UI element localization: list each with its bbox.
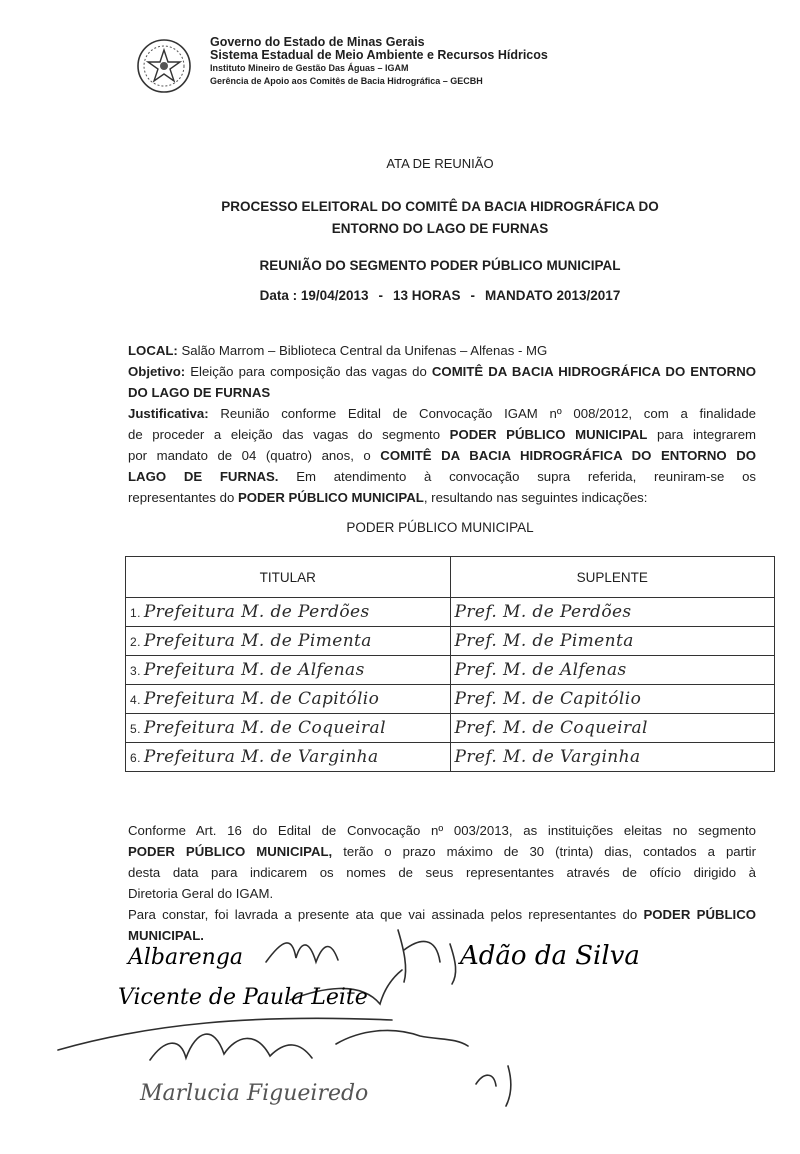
signature-vicente: Vicente de Paula Leite [118, 985, 368, 1010]
closing-paragraph [128, 904, 756, 946]
titular-cell [126, 743, 451, 772]
justification-text: representantes do [128, 490, 235, 505]
titular-cell [126, 714, 451, 743]
justification-text: de proceder a eleição das vagas do segmento [128, 427, 441, 442]
table-row [126, 714, 775, 743]
committee-name: COMITÊ DA BACIA HIDROGRÁFICA DO ENTORNO DO [380, 448, 756, 463]
deadline-text: terão o prazo máximo de 30 (trinta) dias, contados a partir [343, 844, 756, 859]
objective-text: Eleição para composição das vagas do [190, 364, 427, 379]
committee-name: LAGO DE FURNAS. [128, 469, 279, 484]
justification-text: Reunião conforme Edital de Convocação IGAM nº 008/2012, com a finalidade [220, 406, 756, 421]
letterhead [136, 34, 606, 98]
segment-name: PODER PÚBLICO MUNICIPAL. [128, 907, 756, 943]
row-number: 1. [130, 606, 141, 620]
titular-cell [126, 656, 451, 685]
local-paragraph [128, 340, 756, 361]
table-row [126, 743, 775, 772]
justification-text: , resultando nas seguintes indicações: [423, 490, 648, 505]
closing-text: Para constar, foi lavrada a presente ata que vai assinada pelos representantes do [128, 907, 638, 922]
segment-name: PODER PÚBLICO MUNICIPAL [449, 427, 648, 442]
justification-text: por mandato de 04 (quatro) anos, o [128, 448, 371, 463]
table-row [126, 685, 775, 714]
state-seal-icon [136, 38, 192, 94]
signature-stroke [476, 1066, 511, 1106]
process-title-line2: ENTORNO DO LAGO DE FURNAS [331, 221, 549, 236]
signature-adao-da-silva: Adão da Silva [460, 941, 640, 971]
letterhead-institute: Instituto Mineiro de Gestão Das Águas – IGAM [210, 63, 409, 73]
justification-text: Em atendimento à convocação supra referida, reuniram-se os [296, 469, 757, 484]
objective-label: Objetivo: [128, 364, 186, 379]
row-number: 5. [130, 722, 141, 736]
titular-cell [126, 598, 451, 627]
letterhead-management: Gerência de Apoio aos Comitês de Bacia Hidrográfica – GECBH [210, 76, 483, 86]
signature-stroke [290, 970, 402, 1004]
process-title-line1: PROCESSO ELEITORAL DO COMITÊ DA BACIA HIDROGRÁFICA DO [221, 199, 659, 214]
meeting-title: REUNIÃO DO SEGMENTO PODER PÚBLICO MUNICIPAL [259, 258, 621, 273]
document-title: ATA DE REUNIÃO [386, 156, 494, 171]
suplente-cell: Pref. M. de Perdões [450, 598, 775, 627]
letterhead-government: Governo do Estado de Minas Gerais [210, 35, 425, 49]
local-text: Salão Marrom – Biblioteca Central da Unifenas – Alfenas - MG [181, 343, 548, 358]
titular-cell [126, 627, 451, 656]
letterhead-system: Sistema Estadual de Meio Ambiente e Recursos Hídricos [210, 48, 548, 62]
mandate-period: MANDATO 2013/2017 [485, 288, 621, 303]
nominations-table [125, 556, 775, 772]
deadline-paragraph [128, 820, 756, 904]
suplente-cell: Pref. M. de Varginha [450, 743, 775, 772]
titular-name: Prefeitura M. de Alfenas [143, 660, 365, 680]
segment-title: PODER PÚBLICO MUNICIPAL [346, 520, 534, 535]
separator: - [470, 288, 476, 303]
column-header-titular: TITULAR [126, 557, 451, 598]
signature-albarenga: Albarenga [128, 945, 244, 970]
column-header-suplente: SUPLENTE [450, 557, 775, 598]
signature-stroke [58, 1018, 392, 1050]
signature-texts [118, 941, 640, 1106]
deadline-text: Diretoria Geral do IGAM. [128, 886, 274, 901]
row-number: 3. [130, 664, 141, 678]
table-header-row [126, 557, 775, 598]
suplente-cell: Pref. M. de Capitólio [450, 685, 775, 714]
titular-cell [126, 685, 451, 714]
titular-name: Prefeitura M. de Pimenta [143, 631, 372, 651]
process-title [0, 196, 800, 240]
titular-name: Prefeitura M. de Capitólio [143, 689, 380, 709]
meeting-date: Data : 19/04/2013 [259, 288, 369, 303]
signature-marlucia: Marlucia Figueiredo [140, 1081, 369, 1106]
suplente-cell: Pref. M. de Coqueiral [450, 714, 775, 743]
signature-stroke [150, 1034, 312, 1060]
row-number: 2. [130, 635, 141, 649]
meeting-time: 13 HORAS [392, 288, 461, 303]
deadline-text: desta data para indicarem os nomes de seus representantes através de ofício dirigido à [128, 865, 756, 880]
signature-stroke [336, 1030, 468, 1046]
deadline-text: Conforme Art. 16 do Edital de Convocação nº 003/2013, as instituições eleitas no segmento [128, 823, 756, 838]
suplente-cell: Pref. M. de Alfenas [450, 656, 775, 685]
justification-paragraph [128, 403, 756, 508]
table-row [126, 656, 775, 685]
table-row [126, 598, 775, 627]
objective-committee: COMITÊ DA BACIA HIDROGRÁFICA DO ENTORNO DO LAGO DE FURNAS [128, 364, 756, 400]
segment-name: PODER PÚBLICO MUNICIPAL [237, 490, 424, 505]
table-row [126, 627, 775, 656]
separator: - [378, 288, 383, 303]
row-number: 6. [130, 751, 141, 765]
suplente-cell: Pref. M. de Pimenta [450, 627, 775, 656]
justification-text: para integrarem [656, 427, 757, 442]
justification-label: Justificativa: [128, 406, 209, 421]
objective-paragraph [128, 361, 756, 403]
titular-name: Prefeitura M. de Varginha [143, 747, 379, 767]
titular-name: Prefeitura M. de Perdões [143, 602, 370, 622]
local-label: LOCAL: [128, 343, 178, 358]
meeting-date-line [0, 288, 800, 303]
titular-name: Prefeitura M. de Coqueiral [143, 718, 386, 738]
segment-name: PODER PÚBLICO MUNICIPAL, [128, 844, 333, 859]
row-number: 4. [130, 693, 141, 707]
